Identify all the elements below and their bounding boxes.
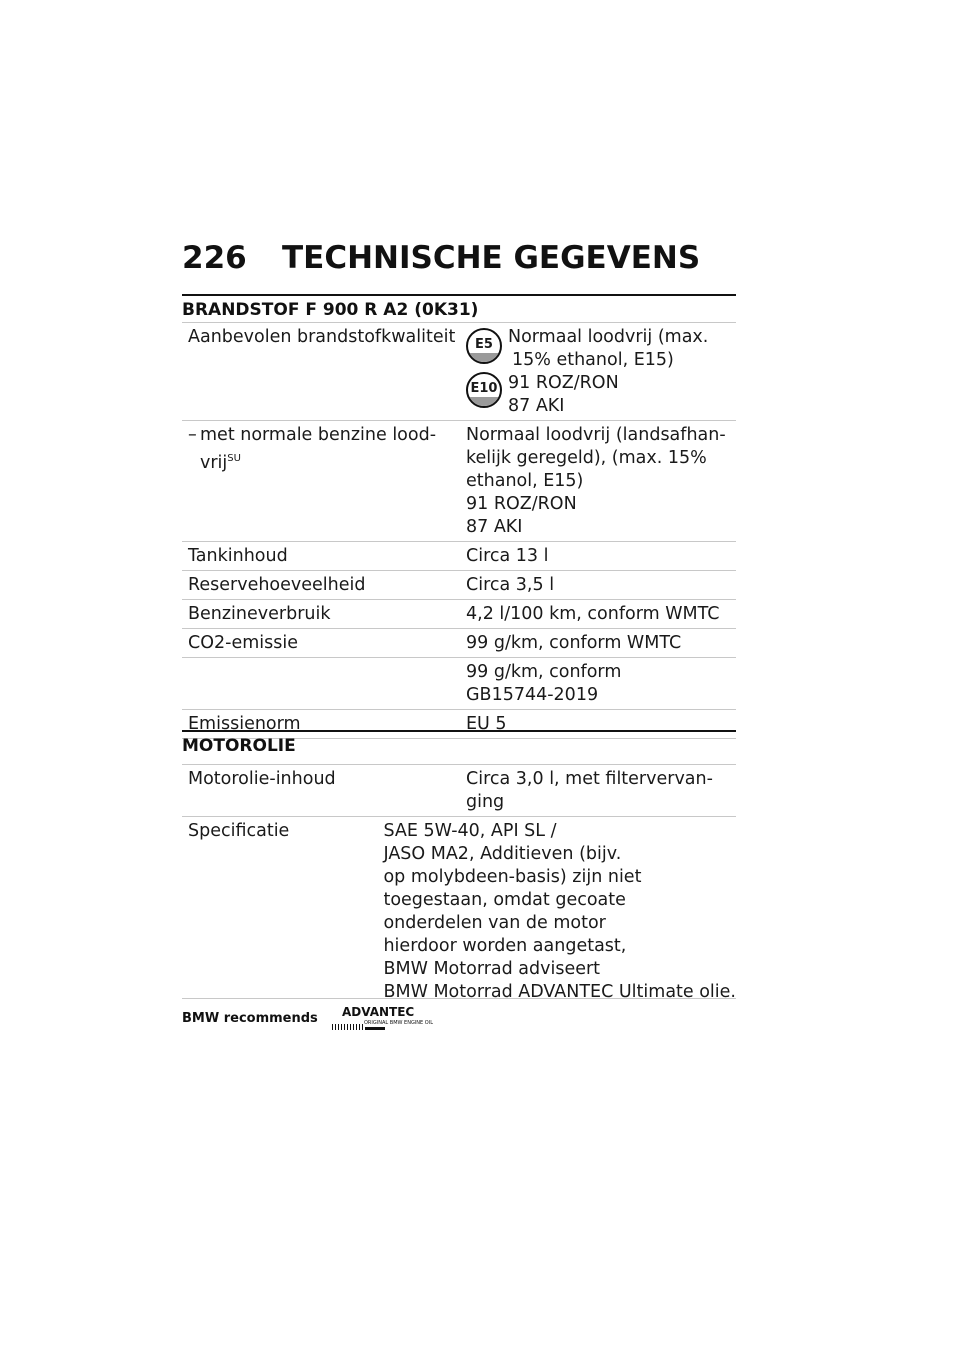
fuel-recommended-row <box>182 322 736 420</box>
advantec-logo-text: ADVANTEC <box>342 1005 415 1019</box>
row-label: Specificatie <box>188 821 290 841</box>
fuel-normal-label <box>182 421 460 541</box>
page-number: 226 <box>182 240 247 276</box>
bmw-recommends-text: BMW recommends <box>182 1011 318 1026</box>
advantec-logo-subtext: ORIGINAL BMW ENGINE OIL <box>364 1020 433 1026</box>
advantec-logo <box>332 1003 440 1033</box>
row-label: Tankinhoud <box>188 546 288 566</box>
row-label: Motorolie-inhoud <box>188 769 336 789</box>
chapter-title: TECHNISCHE GEGEVENS <box>282 240 701 276</box>
fuel-normal-row <box>182 420 736 541</box>
fuel-normal-value <box>460 421 736 541</box>
oil-heading: MOTOROLIE <box>182 730 736 764</box>
row-label <box>182 658 460 709</box>
line: 87 AKI <box>466 517 523 537</box>
dash: – <box>188 425 197 445</box>
line: 91 ROZ/RON <box>466 494 577 514</box>
line: toegestaan, omdat gecoate <box>383 890 626 910</box>
fuel-icons <box>466 326 508 418</box>
normal-label-line: vrij <box>200 453 228 473</box>
page-title <box>182 240 700 276</box>
line: 87 AKI <box>508 396 565 416</box>
line: 91 ROZ/RON <box>508 373 619 393</box>
row-value: Circa 3,5 l <box>466 575 555 595</box>
row-label: Reservehoeveelheid <box>188 575 366 595</box>
row-value: 4,2 l/100 km, conform WMTC <box>466 604 720 624</box>
fuel-heading: BRANDSTOF F 900 R A2 (0K31) <box>182 294 736 322</box>
oil-spec-row <box>182 816 736 1006</box>
row-value <box>460 658 736 709</box>
line: kelijk geregeld), (max. 15% <box>466 448 707 468</box>
line: onderdelen van de motor <box>383 913 606 933</box>
line: GB15744-2019 <box>466 685 599 705</box>
row-value <box>377 817 736 1006</box>
oil-capacity-row <box>182 764 736 816</box>
row-value: Circa 13 l <box>466 546 549 566</box>
fuel-recommended-value <box>460 323 736 420</box>
e10-fuel-icon: E10 <box>466 372 502 408</box>
row-label: Benzineverbruik <box>188 604 331 624</box>
line: ethanol, E15) <box>466 471 584 491</box>
tank-capacity-row <box>182 541 736 570</box>
e5-fuel-icon: E5 <box>466 328 502 364</box>
line: hierdoor worden aangetast, <box>383 936 627 956</box>
line: BMW Motorrad adviseert <box>383 959 601 979</box>
line: Circa 3,0 l, met filtervervan- <box>466 769 713 789</box>
oil-section <box>182 730 736 1006</box>
line: ging <box>466 792 505 812</box>
co2-row <box>182 628 736 657</box>
su-superscript: SU <box>227 453 241 464</box>
row-value: 99 g/km, conform WMTC <box>466 633 682 653</box>
line: SAE 5W-40, API SL / <box>383 821 557 841</box>
reserve-row <box>182 570 736 599</box>
row-value <box>460 765 736 816</box>
recommend-bar <box>182 998 736 1039</box>
line: BMW Motorrad ADVANTEC Ultimate olie. <box>383 982 736 1002</box>
row-label: Emissienorm <box>188 714 301 734</box>
consumption-row <box>182 599 736 628</box>
fuel-recommended-label: Aanbevolen brandstofkwaliteit <box>188 327 456 347</box>
fuel-recommended-lines <box>508 326 708 418</box>
line: 99 g/km, conform <box>466 662 622 682</box>
line: 15% ethanol, E15) <box>512 350 674 370</box>
line: Normaal loodvrij (max. <box>508 327 709 347</box>
fuel-section <box>182 294 736 739</box>
line: Normaal loodvrij (landsafhan- <box>466 425 726 445</box>
co2-gb-row <box>182 657 736 709</box>
line: op molybdeen-basis) zijn niet <box>383 867 642 887</box>
row-label: CO2-emissie <box>188 633 298 653</box>
normal-label-line: met normale benzine lood- <box>200 425 437 445</box>
row-value: EU 5 <box>466 714 507 734</box>
line: JASO MA2, Additieven (bijv. <box>383 844 622 864</box>
